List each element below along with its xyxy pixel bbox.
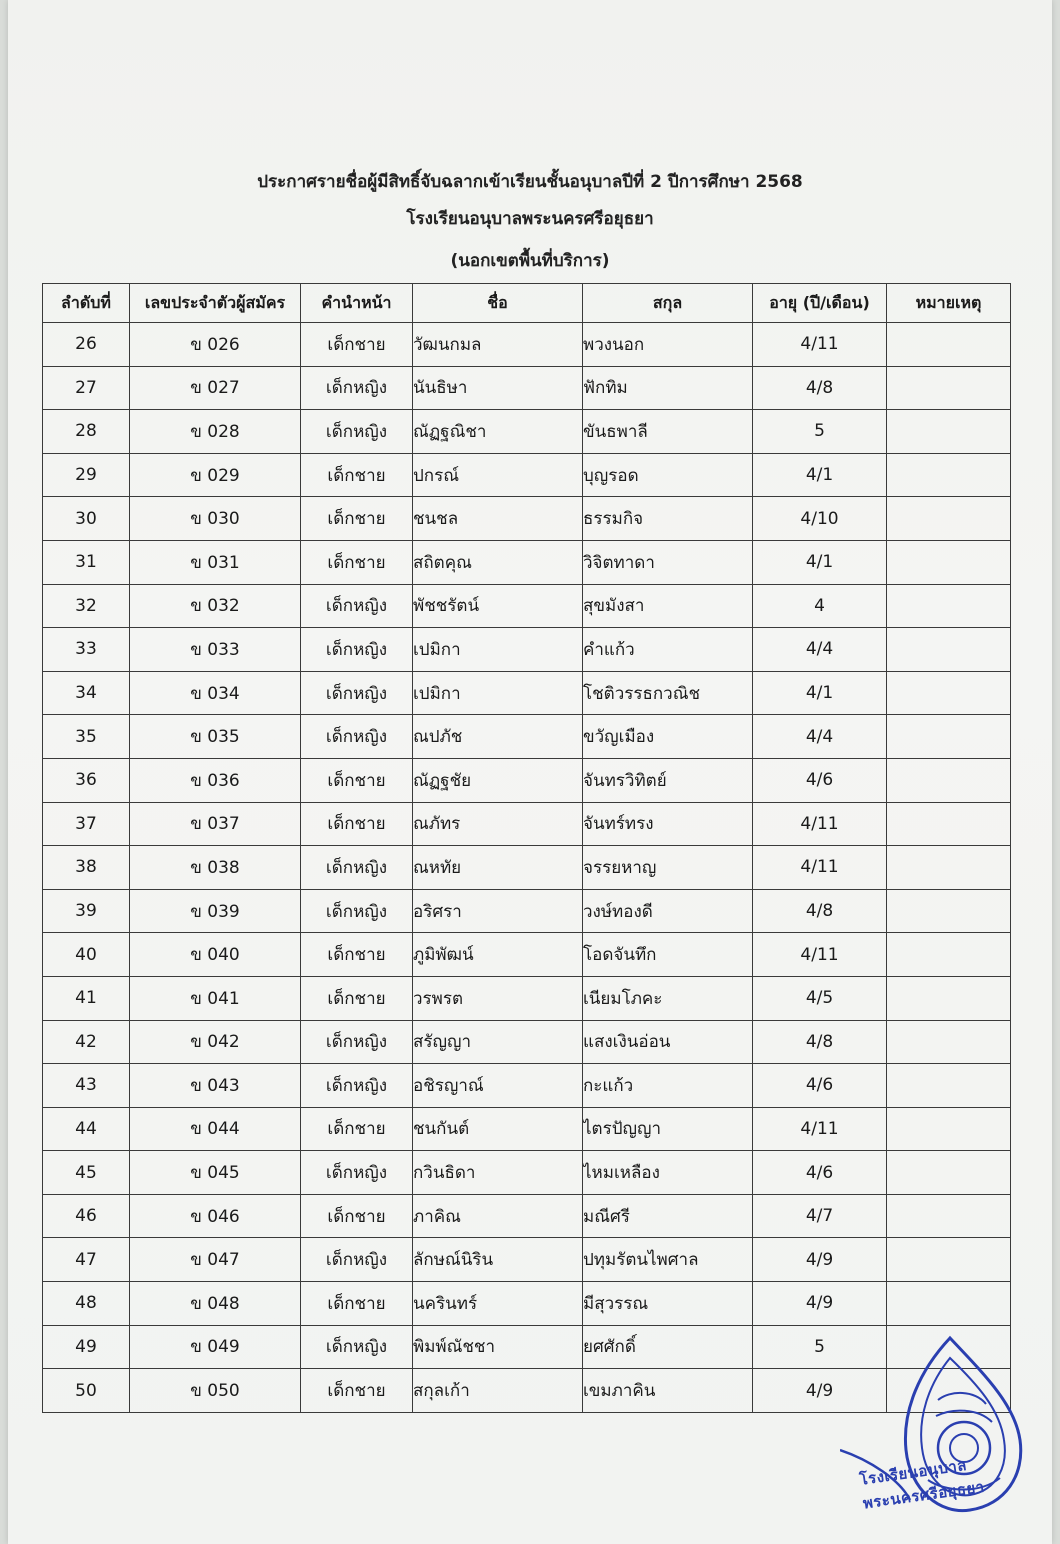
table-row <box>43 1107 1011 1151</box>
cell-applicant-id: ข 037 <box>130 802 301 846</box>
cell-applicant-id: ข 034 <box>130 671 301 715</box>
cell-age: 4/9 <box>753 1282 887 1326</box>
cell-applicant-id: ข 035 <box>130 715 301 759</box>
cell-title: เด็กหญิง <box>301 715 413 759</box>
cell-order: 42 <box>43 1020 130 1064</box>
cell-applicant-id: ข 038 <box>130 846 301 890</box>
header-last-name: สกุล <box>583 284 753 323</box>
table-row <box>43 933 1011 977</box>
cell-applicant-id: ข 028 <box>130 410 301 454</box>
cell-first-name: นันธิษา <box>413 366 583 410</box>
cell-first-name: สรัญญา <box>413 1020 583 1064</box>
school-name: โรงเรียนอนุบาลพระนครศรีอยุธยา <box>406 209 654 229</box>
cell-applicant-id: ข 040 <box>130 933 301 977</box>
cell-age: 4/11 <box>753 323 887 367</box>
cell-title: เด็กหญิง <box>301 584 413 628</box>
table-row <box>43 323 1011 367</box>
cell-order: 31 <box>43 540 130 584</box>
cell-last-name: จรรยหาญ <box>583 846 753 890</box>
table-row <box>43 540 1011 584</box>
cell-title: เด็กชาย <box>301 1282 413 1326</box>
cell-first-name: วรพรต <box>413 976 583 1020</box>
table-row <box>43 976 1011 1020</box>
table-row <box>43 715 1011 759</box>
cell-title: เด็กชาย <box>301 1107 413 1151</box>
cell-age: 4/9 <box>753 1369 887 1413</box>
cell-first-name: นครินทร์ <box>413 1282 583 1326</box>
cell-applicant-id: ข 027 <box>130 366 301 410</box>
cell-age: 4/4 <box>753 628 887 672</box>
table-row <box>43 1020 1011 1064</box>
cell-first-name: ณัฏฐณิชา <box>413 410 583 454</box>
cell-remarks <box>887 846 1011 890</box>
cell-age: 4/1 <box>753 671 887 715</box>
cell-age: 4/8 <box>753 1020 887 1064</box>
cell-title: เด็กหญิง <box>301 628 413 672</box>
cell-title: เด็กหญิง <box>301 671 413 715</box>
cell-order: 35 <box>43 715 130 759</box>
cell-remarks <box>887 802 1011 846</box>
cell-last-name: ไตรปัญญา <box>583 1107 753 1151</box>
cell-applicant-id: ข 032 <box>130 584 301 628</box>
cell-order: 46 <box>43 1194 130 1238</box>
cell-order: 37 <box>43 802 130 846</box>
cell-title: เด็กหญิง <box>301 410 413 454</box>
cell-first-name: กวินธิดา <box>413 1151 583 1195</box>
cell-remarks <box>887 976 1011 1020</box>
cell-title: เด็กหญิง <box>301 1325 413 1369</box>
table-row <box>43 1238 1011 1282</box>
cell-order: 27 <box>43 366 130 410</box>
cell-last-name: ธรรมกิจ <box>583 497 753 541</box>
cell-order: 44 <box>43 1107 130 1151</box>
cell-remarks <box>887 758 1011 802</box>
seal-school-name: โรงเรียนอนุบาลพระนครศรีอยุธยา <box>858 1455 986 1513</box>
cell-age: 5 <box>753 1325 887 1369</box>
cell-order: 43 <box>43 1064 130 1108</box>
table-row <box>43 366 1011 410</box>
cell-first-name: อชิรญาณ์ <box>413 1064 583 1108</box>
cell-order: 38 <box>43 846 130 890</box>
cell-applicant-id: ข 042 <box>130 1020 301 1064</box>
cell-last-name: โชติวรรธกวณิช <box>583 671 753 715</box>
table-row <box>43 889 1011 933</box>
table-row <box>43 584 1011 628</box>
cell-last-name: เนียมโภคะ <box>583 976 753 1020</box>
table-row <box>43 628 1011 672</box>
cell-remarks <box>887 1282 1011 1326</box>
cell-first-name: พิมพ์ณัชชา <box>413 1325 583 1369</box>
cell-order: 34 <box>43 671 130 715</box>
cell-age: 4/10 <box>753 497 887 541</box>
cell-first-name: ปกรณ์ <box>413 453 583 497</box>
cell-age: 4/8 <box>753 889 887 933</box>
cell-order: 41 <box>43 976 130 1020</box>
cell-remarks <box>887 366 1011 410</box>
cell-applicant-id: ข 026 <box>130 323 301 367</box>
cell-applicant-id: ข 041 <box>130 976 301 1020</box>
header-applicant-id: เลขประจำตัวผู้สมัคร <box>130 284 301 323</box>
cell-first-name: ณัฏฐชัย <box>413 758 583 802</box>
cell-title: เด็กชาย <box>301 976 413 1020</box>
cell-remarks <box>887 1151 1011 1195</box>
table-body <box>43 323 1011 1413</box>
cell-last-name: แสงเงินอ่อน <box>583 1020 753 1064</box>
table-row <box>43 410 1011 454</box>
cell-title: เด็กชาย <box>301 1194 413 1238</box>
table-row <box>43 1151 1011 1195</box>
cell-title: เด็กชาย <box>301 323 413 367</box>
cell-age: 4/9 <box>753 1238 887 1282</box>
cell-order: 49 <box>43 1325 130 1369</box>
cell-remarks <box>887 1238 1011 1282</box>
cell-last-name: ฟักทิม <box>583 366 753 410</box>
cell-first-name: สถิตคุณ <box>413 540 583 584</box>
table-row <box>43 497 1011 541</box>
cell-remarks <box>887 628 1011 672</box>
cell-order: 26 <box>43 323 130 367</box>
table-row <box>43 1282 1011 1326</box>
cell-last-name: จันทรวิทิตย์ <box>583 758 753 802</box>
cell-age: 4/11 <box>753 1107 887 1151</box>
cell-title: เด็กหญิง <box>301 1151 413 1195</box>
cell-last-name: จันทร์ทรง <box>583 802 753 846</box>
cell-title: เด็กชาย <box>301 758 413 802</box>
header-first-name: ชื่อ <box>413 284 583 323</box>
cell-remarks <box>887 1194 1011 1238</box>
cell-remarks <box>887 889 1011 933</box>
cell-title: เด็กหญิง <box>301 846 413 890</box>
cell-applicant-id: ข 046 <box>130 1194 301 1238</box>
cell-last-name: มีสุวรรณ <box>583 1282 753 1326</box>
table-row <box>43 1194 1011 1238</box>
header-order: ลำดับที่ <box>43 284 130 323</box>
cell-applicant-id: ข 045 <box>130 1151 301 1195</box>
header-title: คำนำหน้า <box>301 284 413 323</box>
announcement-title: ประกาศรายชื่อผู้มีสิทธิ์จับฉลากเข้าเรียนชั้นอนุบาลปีที่ 2 ปีการศึกษา 2568 <box>257 172 803 192</box>
cell-remarks <box>887 497 1011 541</box>
table-row <box>43 671 1011 715</box>
cell-first-name: ณหทัย <box>413 846 583 890</box>
cell-applicant-id: ข 030 <box>130 497 301 541</box>
cell-applicant-id: ข 050 <box>130 1369 301 1413</box>
cell-first-name: ชนชล <box>413 497 583 541</box>
cell-title: เด็กชาย <box>301 540 413 584</box>
cell-first-name: พัชชรัตน์ <box>413 584 583 628</box>
table-row <box>43 802 1011 846</box>
cell-last-name: กะแก้ว <box>583 1064 753 1108</box>
cell-age: 4/11 <box>753 933 887 977</box>
cell-remarks <box>887 1107 1011 1151</box>
cell-order: 40 <box>43 933 130 977</box>
table-row <box>43 1064 1011 1108</box>
cell-applicant-id: ข 033 <box>130 628 301 672</box>
cell-applicant-id: ข 036 <box>130 758 301 802</box>
cell-age: 4/8 <box>753 366 887 410</box>
cell-age: 4/5 <box>753 976 887 1020</box>
cell-age: 4/11 <box>753 846 887 890</box>
cell-age: 4/6 <box>753 758 887 802</box>
cell-remarks <box>887 410 1011 454</box>
cell-remarks <box>887 1020 1011 1064</box>
cell-last-name: พวงนอก <box>583 323 753 367</box>
cell-last-name: ขวัญเมือง <box>583 715 753 759</box>
cell-order: 30 <box>43 497 130 541</box>
cell-order: 50 <box>43 1369 130 1413</box>
cell-title: เด็กชาย <box>301 497 413 541</box>
cell-title: เด็กชาย <box>301 933 413 977</box>
cell-title: เด็กหญิง <box>301 889 413 933</box>
cell-age: 5 <box>753 410 887 454</box>
cell-applicant-id: ข 049 <box>130 1325 301 1369</box>
cell-first-name: ภาคิณ <box>413 1194 583 1238</box>
cell-age: 4/7 <box>753 1194 887 1238</box>
cell-title: เด็กหญิง <box>301 1064 413 1108</box>
cell-age: 4/1 <box>753 453 887 497</box>
header-age: อายุ (ปี/เดือน) <box>753 284 887 323</box>
cell-title: เด็กชาย <box>301 453 413 497</box>
zone-subtitle: (นอกเขตพื้นที่บริการ) <box>450 251 610 271</box>
cell-remarks <box>887 584 1011 628</box>
header-remarks: หมายเหตุ <box>887 284 1011 323</box>
table-row <box>43 453 1011 497</box>
cell-applicant-id: ข 044 <box>130 1107 301 1151</box>
cell-title: เด็กชาย <box>301 802 413 846</box>
cell-order: 32 <box>43 584 130 628</box>
cell-order: 47 <box>43 1238 130 1282</box>
cell-last-name: มณีศรี <box>583 1194 753 1238</box>
cell-first-name: ณภัทร <box>413 802 583 846</box>
cell-age: 4/6 <box>753 1064 887 1108</box>
cell-remarks <box>887 715 1011 759</box>
cell-remarks <box>887 933 1011 977</box>
cell-title: เด็กชาย <box>301 1369 413 1413</box>
table-row <box>43 846 1011 890</box>
table-header-row <box>43 284 1011 323</box>
cell-title: เด็กหญิง <box>301 366 413 410</box>
cell-last-name: ขันธพาลี <box>583 410 753 454</box>
cell-order: 28 <box>43 410 130 454</box>
cell-order: 39 <box>43 889 130 933</box>
cell-age: 4/1 <box>753 540 887 584</box>
cell-age: 4 <box>753 584 887 628</box>
cell-order: 48 <box>43 1282 130 1326</box>
cell-applicant-id: ข 043 <box>130 1064 301 1108</box>
cell-first-name: ชนกันต์ <box>413 1107 583 1151</box>
cell-last-name: บุญรอด <box>583 453 753 497</box>
cell-first-name: เปมิกา <box>413 628 583 672</box>
cell-first-name: อริศรา <box>413 889 583 933</box>
cell-first-name: ณปภัช <box>413 715 583 759</box>
cell-order: 45 <box>43 1151 130 1195</box>
cell-applicant-id: ข 039 <box>130 889 301 933</box>
cell-first-name: ภูมิพัฒน์ <box>413 933 583 977</box>
cell-last-name: สุขมังสา <box>583 584 753 628</box>
cell-last-name: โอดจันทึก <box>583 933 753 977</box>
cell-applicant-id: ข 031 <box>130 540 301 584</box>
cell-remarks <box>887 540 1011 584</box>
table-row <box>43 758 1011 802</box>
cell-last-name: วิจิตทาดา <box>583 540 753 584</box>
cell-age: 4/4 <box>753 715 887 759</box>
cell-order: 36 <box>43 758 130 802</box>
applicant-table <box>42 283 1011 1413</box>
cell-age: 4/6 <box>753 1151 887 1195</box>
cell-remarks <box>887 323 1011 367</box>
cell-last-name: วงษ์ทองดี <box>583 889 753 933</box>
cell-title: เด็กหญิง <box>301 1238 413 1282</box>
cell-last-name: ยศศักดิ์ <box>583 1325 753 1369</box>
cell-title: เด็กหญิง <box>301 1020 413 1064</box>
cell-age: 4/11 <box>753 802 887 846</box>
cell-applicant-id: ข 047 <box>130 1238 301 1282</box>
cell-first-name: เปมิกา <box>413 671 583 715</box>
cell-order: 29 <box>43 453 130 497</box>
cell-first-name: สกุลเก้า <box>413 1369 583 1413</box>
cell-remarks <box>887 1064 1011 1108</box>
cell-last-name: ปทุมรัตนไพศาล <box>583 1238 753 1282</box>
cell-first-name: ลักษณ์นิริน <box>413 1238 583 1282</box>
cell-remarks <box>887 453 1011 497</box>
cell-remarks <box>887 671 1011 715</box>
cell-last-name: ไหมเหลือง <box>583 1151 753 1195</box>
cell-last-name: คำแก้ว <box>583 628 753 672</box>
cell-order: 33 <box>43 628 130 672</box>
cell-applicant-id: ข 029 <box>130 453 301 497</box>
cell-last-name: เขมภาคิน <box>583 1369 753 1413</box>
cell-first-name: วัฒนกมล <box>413 323 583 367</box>
cell-applicant-id: ข 048 <box>130 1282 301 1326</box>
